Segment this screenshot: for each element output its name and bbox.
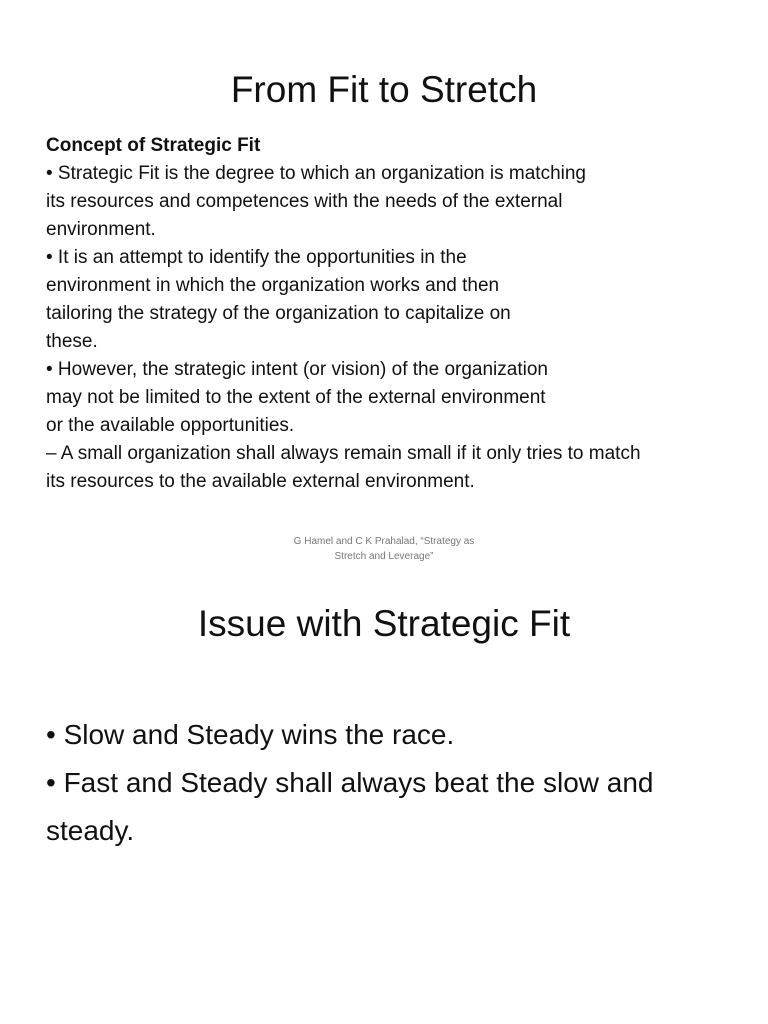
slide2-line: steady. xyxy=(46,815,135,846)
slide1-line: environment in which the organization works and then xyxy=(46,275,500,296)
slide1-line: its resources to the available external environment. xyxy=(46,471,475,492)
slide2-line: • Slow and Steady wins the race. xyxy=(46,719,455,750)
slide1-line: • Strategic Fit is the degree to which an organization is matching xyxy=(46,163,586,184)
slide1-line: tailoring the strategy of the organization to capitalize on xyxy=(46,303,511,324)
slide2-line: • Fast and Steady shall always beat the slow and xyxy=(46,767,654,798)
slide1-line: environment. xyxy=(46,219,156,240)
slide2-body xyxy=(46,711,746,855)
slide1-line: these. xyxy=(46,331,98,352)
slide1-line: – A small organization shall always remain small if it only tries to match xyxy=(46,443,641,464)
slide1-line: • It is an attempt to identify the opportunities in the xyxy=(46,247,467,268)
slide1-subheading: Concept of Strategic Fit xyxy=(46,135,261,156)
slide1-line: its resources and competences with the needs of the external xyxy=(46,191,563,212)
citation-line: G Hamel and C K Prahalad, “Strategy as xyxy=(293,536,475,547)
slide1-body xyxy=(46,132,746,496)
slide1-line: or the available opportunities. xyxy=(46,415,295,436)
citation-line: Stretch and Leverage” xyxy=(334,551,434,562)
slide2-title: Issue with Strategic Fit xyxy=(197,603,571,644)
slide1-line: may not be limited to the extent of the external environment xyxy=(46,387,546,408)
citation xyxy=(0,534,768,564)
slide1-line: • However, the strategic intent (or vision) of the organization xyxy=(46,359,548,380)
slide1-title: From Fit to Stretch xyxy=(230,69,538,110)
